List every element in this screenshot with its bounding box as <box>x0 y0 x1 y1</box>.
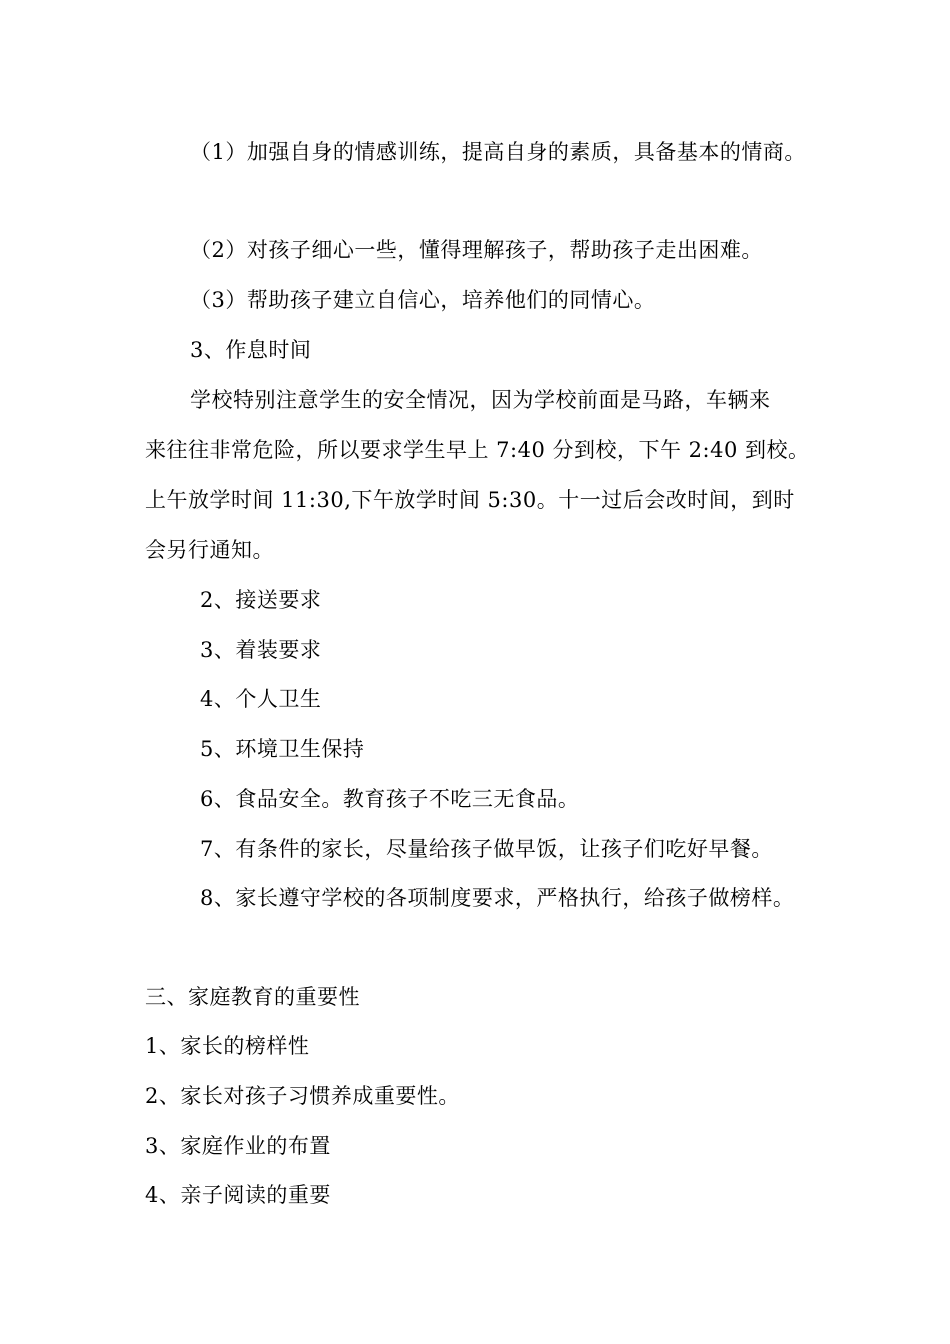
list-item: 1、家长的榜样性 <box>145 1034 310 1058</box>
list-item: 4、个人卫生 <box>200 687 322 711</box>
list-item: 3、家庭作业的布置 <box>145 1134 331 1158</box>
list-item: 2、家长对孩子习惯养成重要性。 <box>145 1084 460 1108</box>
list-item: 4、亲子阅读的重要 <box>145 1183 331 1207</box>
paragraph-line: 来往往非常危险，所以要求学生早上 7:40 分到校，下午 2:40 到校。 <box>145 438 810 462</box>
paragraph-line: 会另行通知。 <box>145 538 274 562</box>
section-heading: 三、家庭教育的重要性 <box>145 985 360 1009</box>
list-item: 2、接送要求 <box>200 588 322 612</box>
list-item: 7、有条件的家长，尽量给孩子做早饭，让孩子们吃好早餐。 <box>200 837 773 861</box>
paragraph-line: 上午放学时间 11:30,下午放学时间 5:30。十一过后会改时间，到时 <box>145 488 795 512</box>
list-item: 3、着装要求 <box>200 638 322 662</box>
paragraph-line: 学校特别注意学生的安全情况，因为学校前面是马路，车辆来 <box>190 388 771 412</box>
list-item: 8、家长遵守学校的各项制度要求，严格执行，给孩子做榜样。 <box>200 886 795 910</box>
list-item: 6、食品安全。教育孩子不吃三无食品。 <box>200 787 580 811</box>
list-item: 5、环境卫生保持 <box>200 737 365 761</box>
paragraph-line: （1）加强自身的情感训练，提高自身的素质，具备基本的情商。 <box>190 140 806 164</box>
paragraph-line: （2）对孩子细心一些，懂得理解孩子，帮助孩子走出困难。 <box>190 238 763 262</box>
paragraph-line: （3）帮助孩子建立自信心，培养他们的同情心。 <box>190 288 656 312</box>
section-heading: 3、作息时间 <box>190 338 312 362</box>
